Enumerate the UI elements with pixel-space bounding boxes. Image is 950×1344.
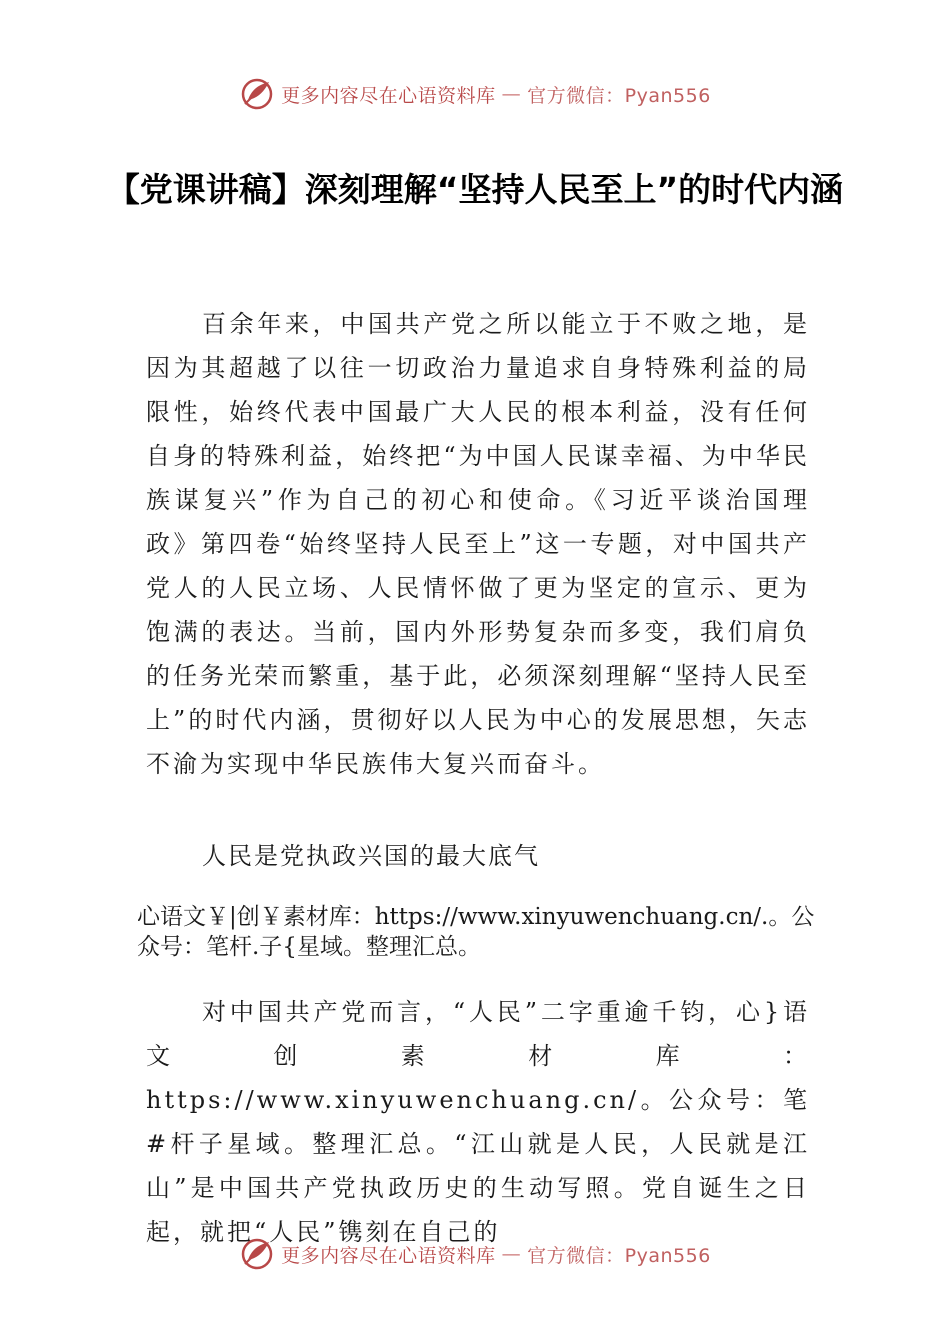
watermark-text: 更多内容尽在心语资料库 [281, 1244, 496, 1267]
leaf-logo-icon [239, 76, 275, 112]
watermark-separator: — [501, 1243, 522, 1265]
watermark-contact: 官方微信：Pyan556 [527, 84, 711, 107]
footer-watermark [0, 1236, 950, 1272]
header-watermark [0, 76, 950, 112]
watermark-text: 更多内容尽在心语资料库 [281, 84, 496, 107]
document-title: 【党课讲稿】深刻理解“坚持人民至上”的时代内涵 [106, 170, 844, 209]
section-heading: 人民是党执政兴国的最大底气 [202, 842, 540, 870]
paragraph-1: 百余年来，中国共产党之所以能立于不败之地，是因为其超越了以往一切政治力量追求自身特殊利益的局限性，始终代表中国最广大人民的根本利益，没有任何自身的特殊利益，始终把“为中国人民谋幸福、为中华民族谋复兴”作为自己的初心和使命。《习近平谈治国理政》第四卷“始终坚持人民至上”这一专题，对中国共产党人的人民立场、人民情怀做了更为坚定的宣示、更为饱满的表达。当前，国内外形势复杂而多变，我们肩负的任务光荣而繁重，基于此，必须深刻理解“坚持人民至上”的时代内涵，贯彻好以人民为中心的发展思想，矢志不渝为实现中华民族伟大复兴而奋斗。 [146, 310, 810, 778]
paragraph-2: 对中国共产党而言，“人民”二字重逾千钧，心}语文创素材库：https://www.xinyuwenchuang.cn/。公众号：笔#杆子星域。整理汇总。“江山就是人民，人民就是江山”是中国共产党执政历史的生动写照。党自诞生之日起，就把“人民”镌刻在自己的 [146, 998, 810, 1246]
watermark-separator: — [501, 83, 522, 105]
leaf-logo-icon [239, 1236, 275, 1272]
watermark-contact: 官方微信：Pyan556 [527, 1244, 711, 1267]
inserted-note: 心语文￥|创￥素材库：https://www.xinyuwenchuang.cn/.。公众号：笔杆.子{星域。整理汇总。 [137, 904, 815, 960]
